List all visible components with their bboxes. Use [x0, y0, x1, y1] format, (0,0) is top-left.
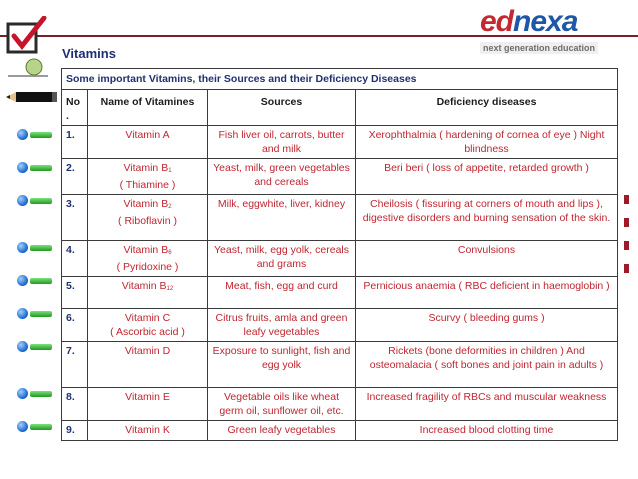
bullet-icon — [17, 420, 61, 432]
vitamin-sources: Yeast, milk, egg yolk, cereals and grams — [208, 241, 356, 277]
bullet-ball-icon — [8, 56, 48, 82]
table-caption: Some important Vitamins, their Sources and their Deficiency Diseases — [62, 69, 618, 90]
bullet-icon — [17, 274, 61, 286]
bullet-icon — [17, 128, 61, 140]
deficiency-diseases: Scurvy ( bleeding gums ) — [356, 309, 618, 342]
checkbox-check-icon — [6, 16, 48, 56]
table-row — [62, 126, 618, 159]
header-name: Name of Vitamines — [88, 90, 208, 126]
row-number: 4. — [62, 241, 88, 277]
table-row — [62, 277, 618, 309]
table-row — [62, 342, 618, 388]
table-header-row — [62, 90, 618, 126]
vitamin-sources: Green leafy vegetables — [208, 421, 356, 441]
brand-name: ednexa — [480, 5, 578, 38]
row-number: 2. — [62, 159, 88, 195]
table-row — [62, 388, 618, 421]
vitamin-name: Vitamin E — [88, 388, 208, 421]
vitamin-name: Vitamin $B_1$ ( Thiamine ) — [88, 159, 208, 195]
vitamin-sources: Exposure to sunlight, fish and egg yolk — [208, 342, 356, 388]
vitamin-sources: Citrus fruits, amla and green leafy vegetables — [208, 309, 356, 342]
deficiency-diseases: Convulsions — [356, 241, 618, 277]
bullet-icon — [17, 161, 61, 173]
vitamin-chemical-name: ( Riboflavin ) — [118, 215, 177, 227]
table-row — [62, 195, 618, 241]
vitamin-subscript: 12 — [166, 286, 174, 292]
vitamin-sources: Milk, eggwhite, liver, kidney — [208, 195, 356, 241]
table-row — [62, 241, 618, 277]
vitamin-chemical-name: ( Thiamine ) — [119, 179, 176, 191]
row-number: 5. — [62, 277, 88, 309]
vitamin-name: Vitamin $B_{12}$ — [88, 277, 208, 309]
deficiency-diseases: Beri beri ( loss of appetite, retarded growth ) — [356, 159, 618, 195]
vitamin-name: Vitamin A — [88, 126, 208, 159]
deficiency-diseases: Xerophthalmia ( hardening of cornea of eye ) Night blindness — [356, 126, 618, 159]
right-edge-marks — [624, 195, 629, 287]
deficiency-diseases: Pernicious anaemia ( RBC deficient in haemoglobin ) — [356, 277, 618, 309]
header-deficiency: Deficiency diseases — [356, 90, 618, 126]
table-caption-row — [62, 69, 618, 90]
vitamin-sources: Vegetable oils like wheat germ oil, sunflower oil, etc. — [208, 388, 356, 421]
deficiency-diseases: Cheilosis ( fissuring at corners of mouth and lips ), digestive disorders and burning sensation of the skin. — [356, 195, 618, 241]
vitamin-chemical-name: ( Ascorbic acid ) — [110, 326, 185, 338]
vitamin-name: Vitamin K — [88, 421, 208, 441]
row-number: 7. — [62, 342, 88, 388]
header-no: No . — [62, 90, 88, 126]
vitamin-name: Vitamin D — [88, 342, 208, 388]
table-row — [62, 421, 618, 441]
brand-tagline: next generation education — [480, 42, 598, 54]
bullet-icon — [17, 340, 61, 352]
vitamin-sources: Fish liver oil, carrots, butter and milk — [208, 126, 356, 159]
deficiency-diseases: Increased fragility of RBCs and muscular weakness — [356, 388, 618, 421]
vitamin-subscript: 1 — [168, 168, 172, 174]
table-row — [62, 159, 618, 195]
vitamin-sources: Yeast, milk, green vegetables and cereals — [208, 159, 356, 195]
page-title: Vitamins — [62, 46, 116, 61]
vitamin-sources: Meat, fish, egg and curd — [208, 277, 356, 309]
vitamin-name: Vitamin C ( Ascorbic acid ) — [88, 309, 208, 342]
row-number: 6. — [62, 309, 88, 342]
bullet-icon — [17, 307, 61, 319]
table-row — [62, 309, 618, 342]
pencil-icon — [6, 88, 58, 106]
deficiency-diseases: Increased blood clotting time — [356, 421, 618, 441]
brand-logo — [480, 6, 630, 56]
bullet-icon — [17, 387, 61, 399]
bullet-icon — [17, 194, 61, 206]
deficiency-diseases: Rickets (bone deformities in children ) And osteomalacia ( soft bones and joint pain in adults ) — [356, 342, 618, 388]
row-number: 3. — [62, 195, 88, 241]
vitamin-subscript: 2 — [168, 204, 172, 210]
vitamin-name: Vitamin $B_6$ ( Pyridoxine ) — [88, 241, 208, 277]
bullet-icon — [17, 241, 61, 253]
vitamin-name: Vitamin $B_2$ ( Riboflavin ) — [88, 195, 208, 241]
row-number: 9. — [62, 421, 88, 441]
vitamins-table — [61, 68, 618, 441]
row-number: 8. — [62, 388, 88, 421]
row-number: 1. — [62, 126, 88, 159]
vitamin-chemical-name: ( Pyridoxine ) — [116, 261, 179, 273]
vitamin-subscript: 6 — [168, 250, 172, 256]
header-sources: Sources — [208, 90, 356, 126]
